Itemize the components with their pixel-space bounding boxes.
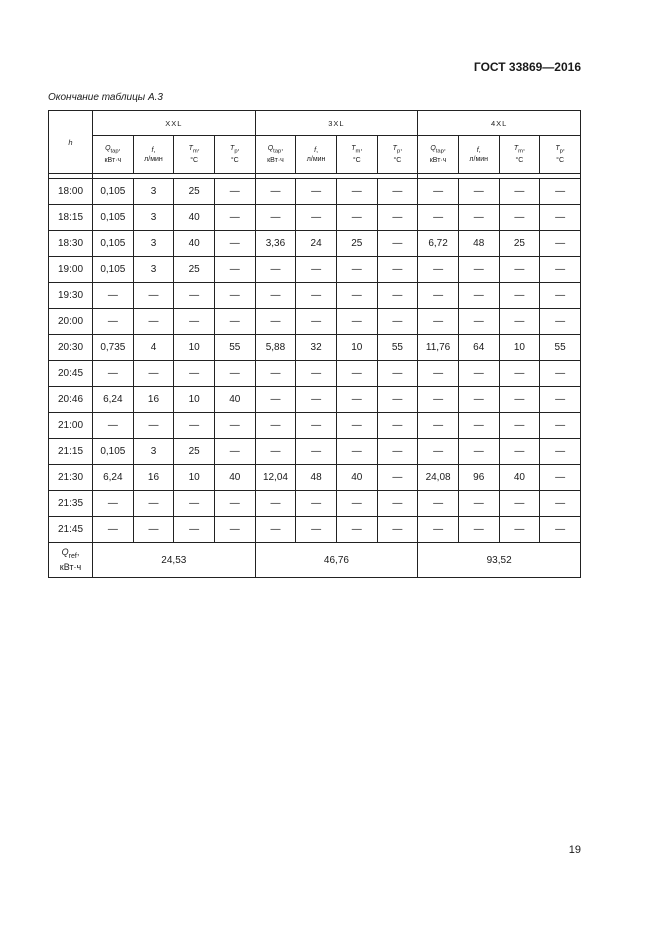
- parameter-unit: кВт·ч: [429, 157, 447, 165]
- value-cell: 0,105: [93, 257, 134, 283]
- time-cell: 19:00: [49, 257, 93, 283]
- table-row: [49, 439, 581, 465]
- value-cell: —: [540, 283, 581, 309]
- value-cell: 10: [336, 335, 377, 361]
- parameter-symbol: $Q_{tap}$,: [430, 144, 446, 155]
- total-value: 93,52: [418, 543, 581, 578]
- parameter-header: [133, 136, 174, 174]
- value-cell: 0,105: [93, 231, 134, 257]
- value-cell: —: [255, 413, 296, 439]
- symbol-subscript: tap: [110, 148, 119, 155]
- value-cell: —: [214, 517, 255, 543]
- value-cell: —: [296, 413, 337, 439]
- value-cell: 11,76: [418, 335, 459, 361]
- parameter-header: [93, 136, 134, 174]
- value-cell: —: [133, 517, 174, 543]
- symbol: Q: [105, 144, 111, 152]
- parameter-unit: °C: [556, 157, 565, 165]
- value-cell: —: [336, 413, 377, 439]
- parameter-symbol: $T_p$,: [230, 144, 240, 155]
- parameter-unit: °C: [230, 157, 239, 165]
- value-cell: —: [458, 387, 499, 413]
- value-cell: —: [377, 231, 418, 257]
- symbol: T: [555, 144, 560, 152]
- value-cell: —: [418, 283, 459, 309]
- value-cell: —: [214, 179, 255, 205]
- value-cell: 10: [174, 335, 215, 361]
- value-cell: —: [336, 387, 377, 413]
- value-cell: —: [255, 439, 296, 465]
- value-cell: 40: [174, 205, 215, 231]
- value-cell: —: [377, 257, 418, 283]
- parameter-header: [255, 136, 296, 174]
- value-cell: 6,72: [418, 231, 459, 257]
- symbol: Q: [430, 144, 436, 152]
- table-row: [49, 205, 581, 231]
- value-cell: —: [377, 517, 418, 543]
- value-cell: —: [133, 413, 174, 439]
- value-cell: —: [336, 179, 377, 205]
- time-cell: 21:45: [49, 517, 93, 543]
- value-cell: —: [540, 231, 581, 257]
- parameter-unit: °C: [352, 157, 361, 165]
- value-cell: —: [296, 361, 337, 387]
- symbol: f: [314, 146, 317, 154]
- value-cell: —: [499, 179, 540, 205]
- value-cell: —: [296, 491, 337, 517]
- value-cell: 25: [336, 231, 377, 257]
- value-cell: —: [499, 387, 540, 413]
- value-cell: 24,08: [418, 465, 459, 491]
- size-header: 3XL: [255, 111, 418, 136]
- total-value: 24,53: [93, 543, 256, 578]
- value-cell: 12,04: [255, 465, 296, 491]
- parameter-header: [214, 136, 255, 174]
- table-row: [49, 257, 581, 283]
- value-cell: —: [174, 517, 215, 543]
- table-row: [49, 283, 581, 309]
- value-cell: 3: [133, 205, 174, 231]
- value-cell: —: [255, 361, 296, 387]
- value-cell: 10: [499, 335, 540, 361]
- symbol-subscript: m: [355, 148, 361, 155]
- parameter-header: [540, 136, 581, 174]
- value-cell: —: [336, 361, 377, 387]
- value-cell: —: [458, 257, 499, 283]
- value-cell: —: [296, 179, 337, 205]
- value-cell: —: [540, 257, 581, 283]
- size-header: 4XL: [418, 111, 581, 136]
- value-cell: —: [458, 413, 499, 439]
- value-cell: —: [377, 491, 418, 517]
- parameter-unit: кВт·ч: [267, 157, 284, 165]
- symbol-subscript: m: [192, 148, 198, 155]
- value-cell: 3: [133, 439, 174, 465]
- value-cell: —: [458, 517, 499, 543]
- value-cell: —: [458, 491, 499, 517]
- value-cell: —: [458, 439, 499, 465]
- parameter-header: [296, 136, 337, 174]
- value-cell: 6,24: [93, 465, 134, 491]
- value-cell: —: [214, 205, 255, 231]
- value-cell: 40: [499, 465, 540, 491]
- time-cell: 18:00: [49, 179, 93, 205]
- value-cell: —: [255, 491, 296, 517]
- time-cell: 18:30: [49, 231, 93, 257]
- symbol: T: [392, 144, 397, 152]
- symbol: Q: [61, 547, 69, 558]
- value-cell: —: [377, 387, 418, 413]
- value-cell: —: [336, 205, 377, 231]
- value-cell: —: [377, 283, 418, 309]
- value-cell: 25: [174, 179, 215, 205]
- time-cell: 21:15: [49, 439, 93, 465]
- value-cell: —: [255, 387, 296, 413]
- standard-number: ГОСТ 33869—2016: [473, 60, 581, 74]
- table-row: [49, 491, 581, 517]
- parameter-symbol: $T_m$,: [351, 144, 363, 155]
- time-cell: 21:00: [49, 413, 93, 439]
- value-cell: —: [458, 205, 499, 231]
- parameter-header: [418, 136, 459, 174]
- value-cell: 55: [214, 335, 255, 361]
- time-cell: 20:00: [49, 309, 93, 335]
- value-cell: —: [93, 309, 134, 335]
- value-cell: —: [214, 413, 255, 439]
- table-row: [49, 413, 581, 439]
- value-cell: 0,735: [93, 335, 134, 361]
- parameter-symbol: $T_m$,: [188, 144, 200, 155]
- value-cell: —: [377, 413, 418, 439]
- symbol: f: [476, 146, 479, 154]
- value-cell: 96: [458, 465, 499, 491]
- value-cell: 3: [133, 231, 174, 257]
- value-cell: —: [296, 283, 337, 309]
- value-cell: —: [540, 205, 581, 231]
- symbol: f: [151, 146, 154, 154]
- symbol: T: [351, 144, 356, 152]
- value-cell: —: [214, 283, 255, 309]
- value-cell: 3,36: [255, 231, 296, 257]
- value-cell: —: [418, 491, 459, 517]
- value-cell: —: [336, 257, 377, 283]
- value-cell: 48: [296, 465, 337, 491]
- value-cell: —: [174, 361, 215, 387]
- value-cell: —: [458, 179, 499, 205]
- parameter-unit: л/мин: [306, 155, 326, 163]
- value-cell: —: [214, 257, 255, 283]
- value-cell: —: [499, 309, 540, 335]
- value-cell: —: [174, 309, 215, 335]
- value-cell: 40: [214, 387, 255, 413]
- table-body: [49, 174, 581, 578]
- size-header: XXL: [93, 111, 256, 136]
- table-caption: Окончание таблицы А.3: [48, 92, 163, 103]
- value-cell: —: [540, 361, 581, 387]
- value-cell: 40: [214, 465, 255, 491]
- value-cell: 16: [133, 387, 174, 413]
- value-cell: —: [377, 309, 418, 335]
- value-cell: —: [540, 491, 581, 517]
- value-cell: 6,24: [93, 387, 134, 413]
- time-cell: 19:30: [49, 283, 93, 309]
- value-cell: —: [296, 309, 337, 335]
- value-cell: 0,105: [93, 439, 134, 465]
- parameter-symbol: $T_m$,: [513, 144, 525, 155]
- value-cell: —: [214, 231, 255, 257]
- value-cell: —: [458, 283, 499, 309]
- value-cell: —: [174, 491, 215, 517]
- total-value: 46,76: [255, 543, 418, 578]
- value-cell: —: [418, 439, 459, 465]
- parameter-header: [336, 136, 377, 174]
- value-cell: —: [377, 361, 418, 387]
- value-cell: —: [255, 309, 296, 335]
- value-cell: —: [540, 179, 581, 205]
- value-cell: —: [133, 309, 174, 335]
- value-cell: —: [418, 179, 459, 205]
- value-cell: —: [418, 517, 459, 543]
- value-cell: —: [499, 517, 540, 543]
- value-cell: —: [336, 491, 377, 517]
- parameter-header: [174, 136, 215, 174]
- value-cell: 55: [540, 335, 581, 361]
- value-cell: 3: [133, 179, 174, 205]
- time-cell: 20:46: [49, 387, 93, 413]
- parameter-unit: л/мин: [144, 155, 163, 163]
- value-cell: —: [214, 361, 255, 387]
- value-cell: 25: [174, 439, 215, 465]
- value-cell: —: [418, 413, 459, 439]
- parameter-unit: °C: [393, 157, 402, 165]
- value-cell: 4: [133, 335, 174, 361]
- value-cell: 25: [174, 257, 215, 283]
- value-cell: —: [418, 257, 459, 283]
- parameter-header: [458, 136, 499, 174]
- parameter-symbol: f,: [476, 146, 481, 154]
- table-row: [49, 309, 581, 335]
- value-cell: —: [540, 387, 581, 413]
- value-cell: 64: [458, 335, 499, 361]
- value-cell: —: [296, 439, 337, 465]
- value-cell: 5,88: [255, 335, 296, 361]
- value-cell: —: [255, 283, 296, 309]
- table-row: [49, 465, 581, 491]
- value-cell: —: [499, 257, 540, 283]
- parameter-header: [499, 136, 540, 174]
- time-cell: 20:45: [49, 361, 93, 387]
- value-cell: 10: [174, 465, 215, 491]
- table-row: [49, 179, 581, 205]
- value-cell: 55: [377, 335, 418, 361]
- value-cell: —: [377, 465, 418, 491]
- symbol-subscript: ref: [68, 552, 77, 560]
- value-cell: 10: [174, 387, 215, 413]
- value-cell: —: [458, 361, 499, 387]
- value-cell: —: [540, 413, 581, 439]
- value-cell: —: [296, 205, 337, 231]
- total-row: [49, 543, 581, 578]
- time-cell: 21:35: [49, 491, 93, 517]
- value-cell: —: [214, 491, 255, 517]
- value-cell: —: [255, 205, 296, 231]
- symbol-subscript: p: [396, 148, 401, 155]
- value-cell: —: [174, 283, 215, 309]
- value-cell: 0,105: [93, 179, 134, 205]
- value-cell: —: [540, 517, 581, 543]
- value-cell: —: [93, 361, 134, 387]
- table-row: [49, 231, 581, 257]
- value-cell: —: [93, 283, 134, 309]
- value-cell: 40: [174, 231, 215, 257]
- value-cell: —: [377, 179, 418, 205]
- parameter-symbol: $T_p$,: [555, 144, 565, 155]
- data-table: [48, 110, 581, 578]
- value-cell: —: [377, 439, 418, 465]
- value-cell: —: [377, 205, 418, 231]
- parameter-symbol: $Q_{tap}$,: [105, 144, 121, 155]
- value-cell: —: [214, 309, 255, 335]
- h-column-header: h: [49, 111, 93, 174]
- value-cell: —: [418, 309, 459, 335]
- value-cell: —: [499, 439, 540, 465]
- value-cell: —: [499, 283, 540, 309]
- value-cell: —: [214, 439, 255, 465]
- value-cell: —: [499, 413, 540, 439]
- value-cell: —: [133, 491, 174, 517]
- symbol-subscript: tap: [435, 148, 444, 155]
- value-cell: —: [336, 283, 377, 309]
- symbol-subscript: m: [518, 148, 523, 155]
- value-cell: —: [499, 491, 540, 517]
- value-cell: —: [499, 205, 540, 231]
- symbol-subscript: p: [234, 148, 238, 155]
- total-symbol: $Q_{ref}$,: [61, 547, 80, 560]
- parameter-symbol: f,: [151, 146, 156, 154]
- value-cell: —: [418, 205, 459, 231]
- value-cell: —: [540, 439, 581, 465]
- total-unit: кВт·ч: [59, 561, 82, 572]
- value-cell: 0,105: [93, 205, 134, 231]
- value-cell: —: [255, 257, 296, 283]
- parameter-unit: л/мин: [469, 155, 489, 163]
- parameter-symbol: $Q_{tap}$,: [267, 144, 284, 155]
- value-cell: —: [458, 309, 499, 335]
- value-cell: —: [418, 387, 459, 413]
- value-cell: 32: [296, 335, 337, 361]
- time-cell: 20:30: [49, 335, 93, 361]
- value-cell: —: [296, 517, 337, 543]
- parameter-unit: °C: [190, 157, 199, 165]
- value-cell: —: [540, 309, 581, 335]
- value-cell: 16: [133, 465, 174, 491]
- table-row: [49, 387, 581, 413]
- value-cell: —: [499, 361, 540, 387]
- time-cell: 21:30: [49, 465, 93, 491]
- value-cell: —: [336, 517, 377, 543]
- value-cell: —: [174, 413, 215, 439]
- value-cell: —: [93, 413, 134, 439]
- parameter-header: [377, 136, 418, 174]
- parameter-unit: кВт·ч: [104, 157, 122, 165]
- time-cell: 18:15: [49, 205, 93, 231]
- value-cell: —: [336, 439, 377, 465]
- value-cell: 25: [499, 231, 540, 257]
- table-header: [49, 111, 581, 174]
- value-cell: —: [255, 517, 296, 543]
- value-cell: —: [255, 179, 296, 205]
- symbol: Q: [267, 144, 274, 152]
- value-cell: —: [133, 283, 174, 309]
- parameter-symbol: $T_p$,: [392, 144, 403, 155]
- value-cell: —: [296, 387, 337, 413]
- symbol: T: [513, 144, 519, 152]
- value-cell: —: [540, 465, 581, 491]
- value-cell: 24: [296, 231, 337, 257]
- page-number: 19: [568, 844, 581, 856]
- value-cell: 48: [458, 231, 499, 257]
- value-cell: —: [93, 491, 134, 517]
- table-row: [49, 361, 581, 387]
- table-row: [49, 335, 581, 361]
- value-cell: 40: [336, 465, 377, 491]
- table-row: [49, 517, 581, 543]
- symbol: T: [188, 144, 193, 152]
- value-cell: —: [336, 309, 377, 335]
- value-cell: —: [418, 361, 459, 387]
- value-cell: 3: [133, 257, 174, 283]
- total-label: [49, 543, 93, 578]
- value-cell: —: [93, 517, 134, 543]
- symbol-subscript: tap: [273, 148, 282, 155]
- value-cell: —: [296, 257, 337, 283]
- parameter-unit: °C: [515, 157, 524, 165]
- parameter-symbol: f,: [314, 146, 319, 154]
- symbol: T: [230, 144, 235, 152]
- value-cell: —: [133, 361, 174, 387]
- symbol-subscript: p: [559, 148, 563, 155]
